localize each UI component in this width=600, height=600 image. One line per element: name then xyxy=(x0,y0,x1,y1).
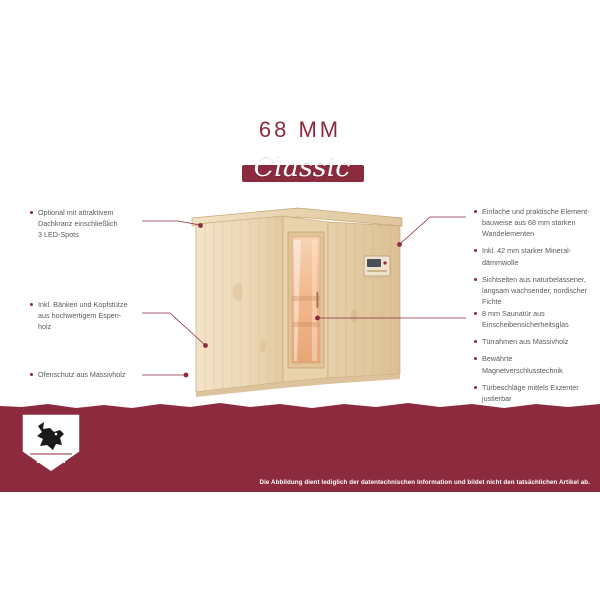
control-panel-slot xyxy=(367,270,387,272)
callout-line: Fichte xyxy=(482,297,502,307)
callout-line: Einfache und praktische Element- xyxy=(482,207,590,216)
callout-line: Inkl. 42 mm starker Mineral- xyxy=(482,246,572,256)
callout-item-dachkranz xyxy=(30,207,150,240)
product-line-label: Classic xyxy=(253,152,351,183)
control-panel-display xyxy=(367,259,381,267)
callout-item-ofenschutz xyxy=(30,369,150,380)
product-line-badge xyxy=(232,152,372,188)
callout-line: Optional mit attraktivem xyxy=(38,208,114,217)
callout-line: Sichtseiten aus naturbelassener, xyxy=(482,274,586,284)
callout-line: Einscheibensicherheitsglas xyxy=(482,320,569,330)
callout-line: dämmwolle xyxy=(482,257,519,267)
callout-item-baenke xyxy=(30,299,150,332)
callout-item-sichtseiten xyxy=(474,274,592,307)
door-handle[interactable] xyxy=(316,292,318,308)
callout-group-construction xyxy=(474,206,592,313)
callout-line: bauweise aus 68 mm starken xyxy=(482,218,576,228)
callout-line: Ofenschutz aus Massivholz xyxy=(38,370,126,379)
callout-item-tuerbeschlaege xyxy=(474,382,592,404)
brand-name: Karibu xyxy=(36,455,66,465)
callout-item-saunatuer xyxy=(474,308,592,330)
callout-line: Dachkranz einschließlich xyxy=(38,219,118,229)
disclaimer-text: Die Abbildung dient lediglich der datentechnischen Information und bildet nicht den tatsächlichen Artikel ab. xyxy=(259,479,590,486)
callout-baenke xyxy=(30,299,150,338)
callout-line: Türbeschläge mittels Exzenter xyxy=(482,382,579,392)
sauna-left-wall xyxy=(196,216,283,392)
callout-line: Wandelementen xyxy=(482,229,535,239)
sauna-illustration xyxy=(178,196,413,416)
page-title: 68 MM xyxy=(258,117,342,142)
callout-line: Inkl. Bänken und Kopfstütze xyxy=(38,300,128,309)
callout-item-magnetverschluss xyxy=(474,353,592,375)
callout-line: justierbar xyxy=(482,393,512,403)
callout-ofenschutz xyxy=(30,369,150,386)
callout-line: Bewährte Magnetverschlusstechnik xyxy=(482,354,563,375)
callout-line: langsam wachsender, nordischer xyxy=(482,285,588,295)
callout-item-tuerrahmen xyxy=(474,336,592,347)
callout-item-mineraldaemmwolle xyxy=(474,245,592,267)
callout-group-door xyxy=(474,308,592,410)
callout-item-elementbauweise xyxy=(474,206,592,239)
callout-line: 8 mm Saunatür aus xyxy=(482,309,545,318)
callout-line: 3 LED-Spots xyxy=(38,230,79,240)
callout-line: Türrahmen aus Massivholz xyxy=(482,337,569,347)
callout-dachkranz xyxy=(30,207,150,246)
callout-line: holz xyxy=(38,322,52,332)
callout-line: aus hochwertigem Espen- xyxy=(38,311,122,321)
control-panel-knob[interactable] xyxy=(383,261,386,264)
